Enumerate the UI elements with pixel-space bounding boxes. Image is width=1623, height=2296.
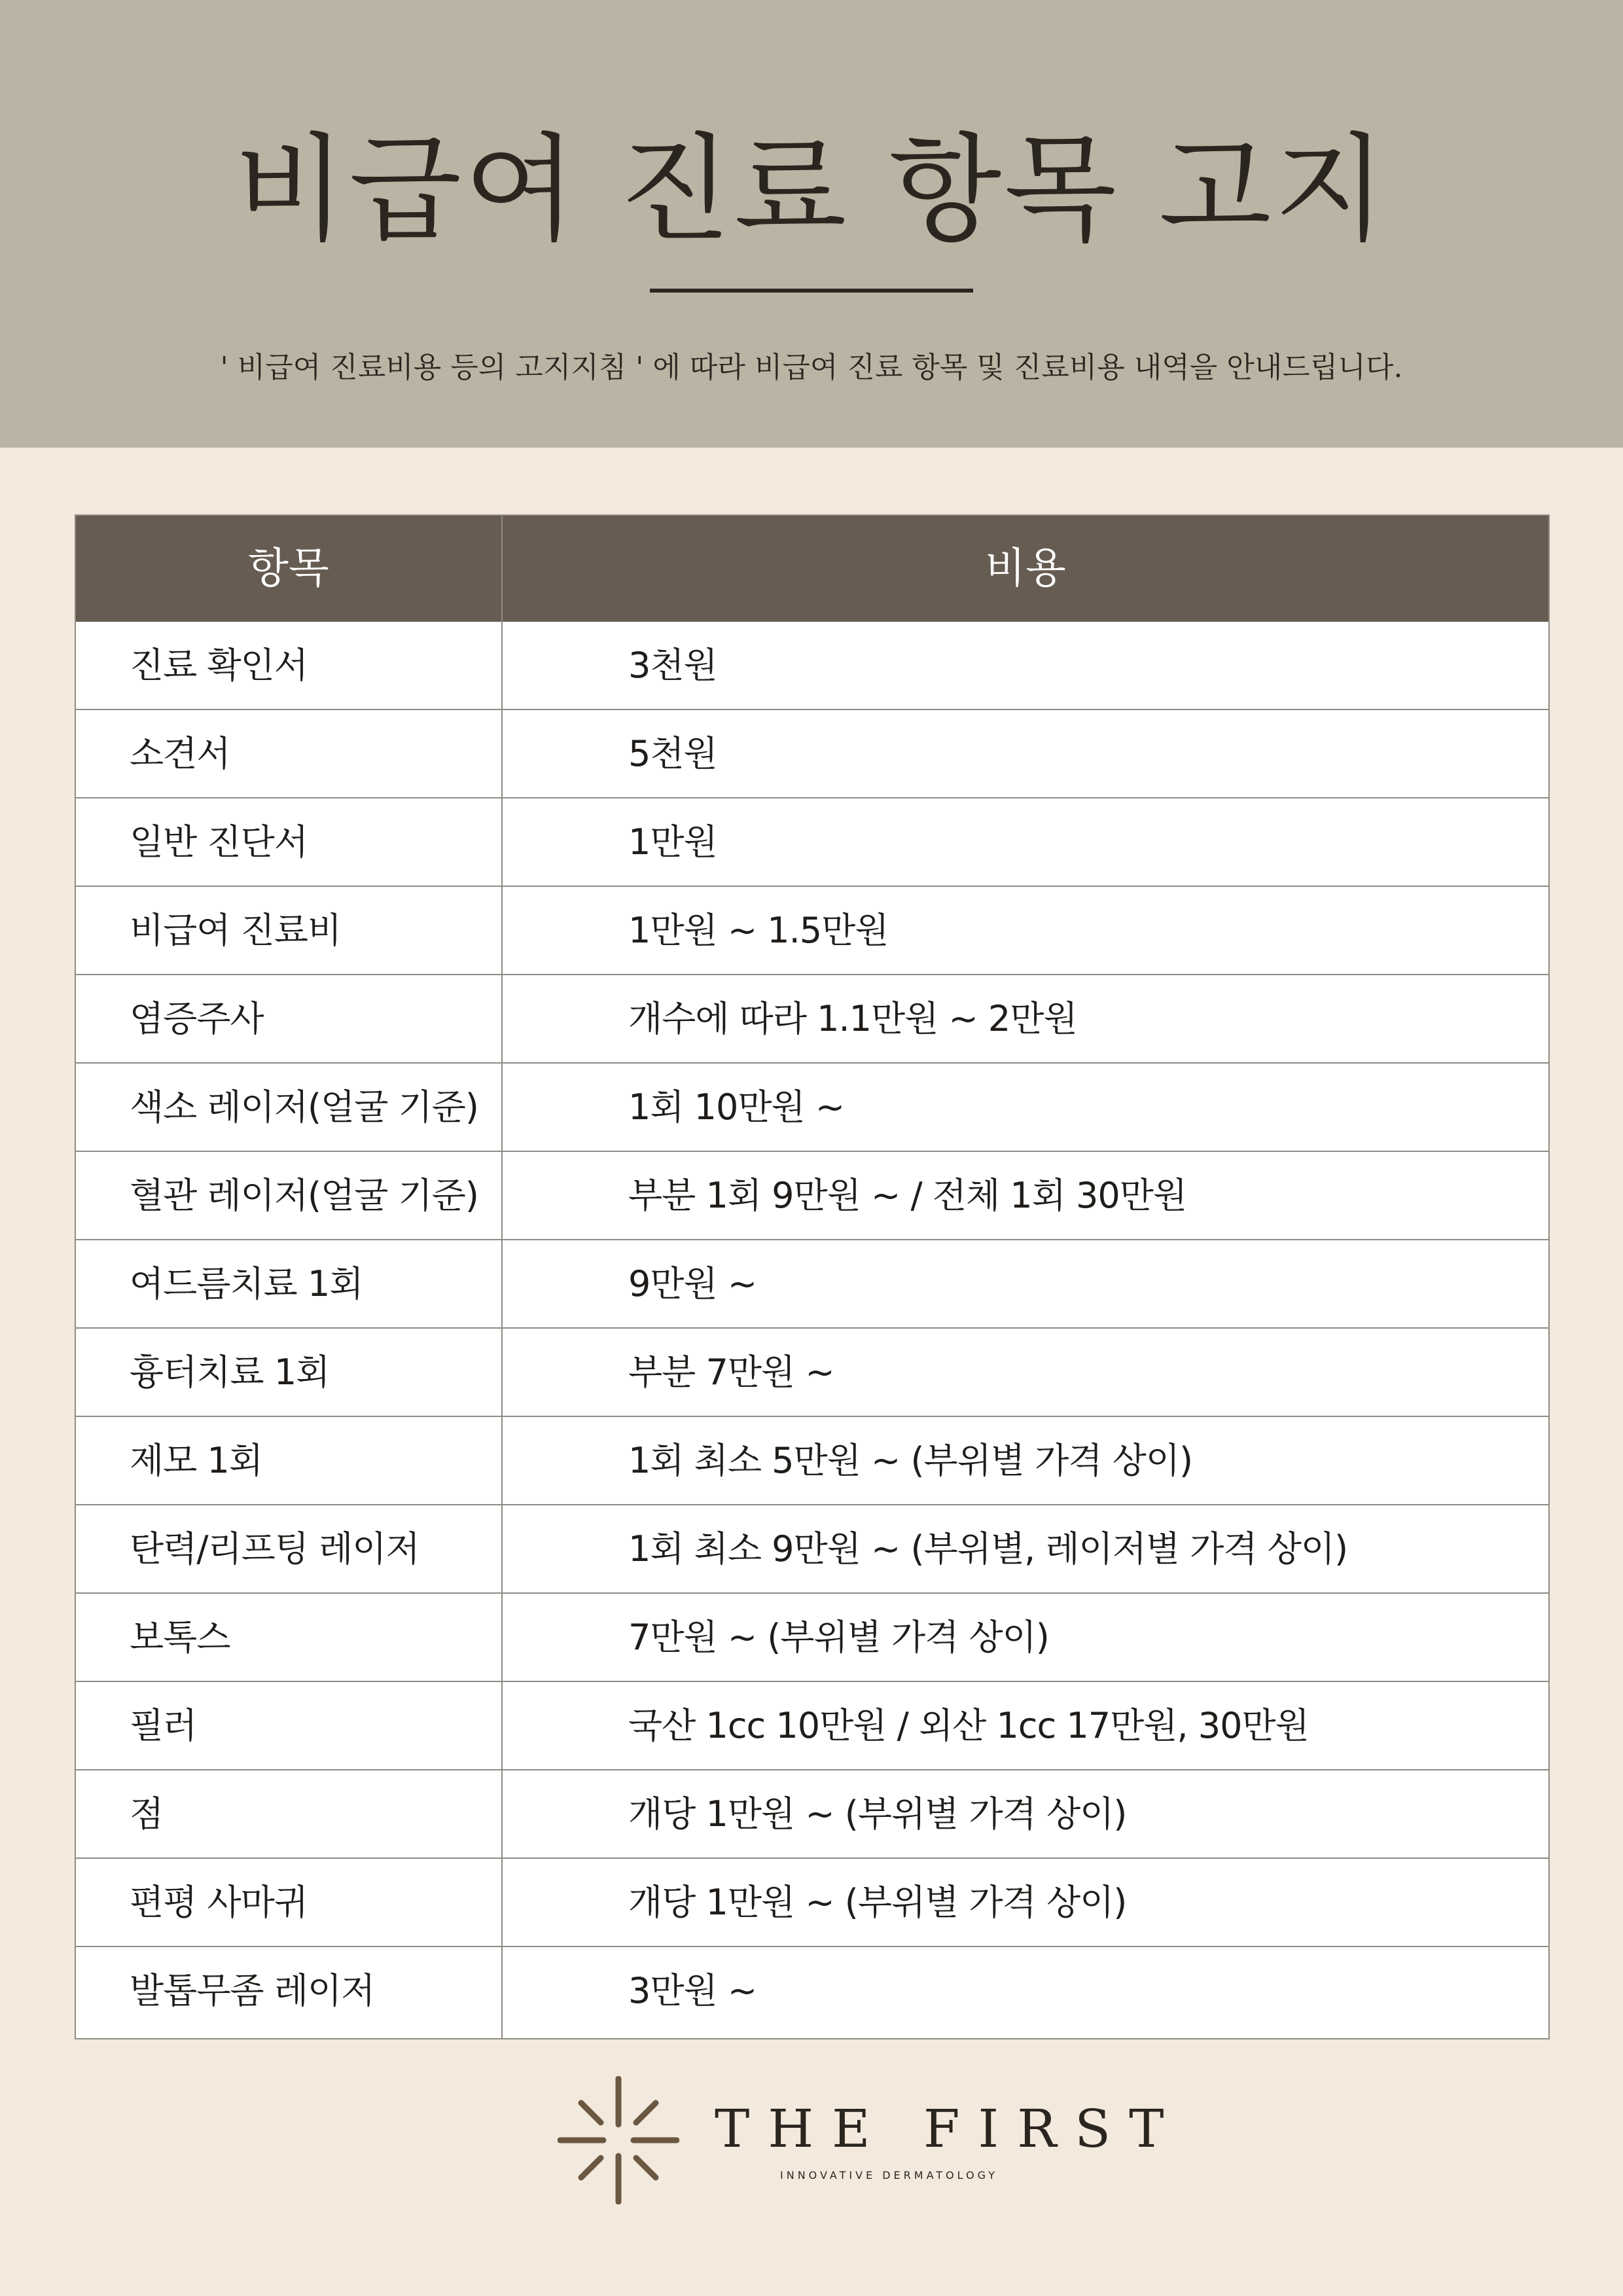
item-cell: 진료 확인서	[130, 645, 308, 686]
sparkle-icon	[558, 2076, 679, 2204]
item-cell: 점	[130, 1793, 164, 1835]
item-cell: 여드름치료 1회	[130, 1263, 363, 1304]
column-header-item: 항목	[248, 545, 329, 593]
table-header	[76, 516, 1548, 622]
table-row	[76, 1770, 1548, 1859]
column-header-cost: 비용	[985, 545, 1066, 593]
item-cell: 발톱무좀 레이저	[130, 1970, 375, 2011]
item-cell: 편평 사마귀	[130, 1882, 308, 1923]
item-cell: 혈관 레이저(얼굴 기준)	[130, 1175, 478, 1216]
cost-cell: 5천원	[628, 733, 717, 774]
header-banner	[0, 0, 1623, 448]
table-row	[76, 1594, 1548, 1682]
page-title: 비급여 진료 항목 고지	[234, 122, 1389, 257]
cost-cell: 1회 최소 9만원 ~ (부위별, 레이저별 가격 상이)	[628, 1528, 1348, 1570]
item-cell: 일반 진단서	[130, 821, 308, 863]
table-row	[76, 1505, 1548, 1594]
table-row	[76, 1859, 1548, 1947]
item-cell: 보톡스	[130, 1617, 230, 1658]
logo-tagline: INNOVATIVE DERMATOLOGY	[780, 2169, 998, 2181]
clinic-logo	[558, 2076, 1183, 2207]
table-row	[76, 710, 1548, 798]
table-row	[76, 1417, 1548, 1505]
cost-cell: 9만원 ~	[628, 1263, 757, 1304]
item-cell: 필러	[130, 1705, 197, 1746]
table-row	[76, 1240, 1548, 1329]
table-row	[76, 1682, 1548, 1770]
table-row	[76, 1152, 1548, 1240]
table-row	[76, 887, 1548, 975]
cost-cell: 7만원 ~ (부위별 가격 상이)	[628, 1617, 1049, 1658]
table-body	[76, 622, 1548, 2036]
item-cell: 염증주사	[130, 998, 264, 1039]
item-cell: 탄력/리프팅 레이저	[130, 1528, 419, 1570]
price-table	[75, 514, 1550, 2039]
item-cell: 제모 1회	[130, 1440, 263, 1481]
cost-cell: 개수에 따라 1.1만원 ~ 2만원	[628, 998, 1077, 1039]
cost-cell: 개당 1만원 ~ (부위별 가격 상이)	[628, 1793, 1127, 1835]
item-cell: 색소 레이저(얼굴 기준)	[130, 1086, 478, 1128]
table-row	[76, 798, 1548, 887]
cost-cell: 1회 10만원 ~	[628, 1086, 845, 1128]
cost-cell: 1만원	[628, 821, 717, 863]
cost-cell: 1만원 ~ 1.5만원	[628, 910, 889, 951]
table-row	[76, 1947, 1548, 2036]
table-row	[76, 1064, 1548, 1152]
cost-cell: 부분 7만원 ~	[628, 1352, 834, 1393]
cost-cell: 3만원 ~	[628, 1970, 757, 2011]
page-subtitle: ' 비급여 진료비용 등의 고지지침 ' 에 따라 비급여 진료 항목 및 진료비용 내역을 안내드립니다.	[220, 351, 1403, 384]
table-row	[76, 1329, 1548, 1417]
item-cell: 흉터치료 1회	[130, 1352, 330, 1393]
cost-cell: 1회 최소 5만원 ~ (부위별 가격 상이)	[628, 1440, 1193, 1481]
table-row	[76, 975, 1548, 1064]
cost-cell: 국산 1cc 10만원 / 외산 1cc 17만원, 30만원	[628, 1705, 1309, 1746]
title-underline	[650, 289, 973, 293]
cost-cell: 개당 1만원 ~ (부위별 가격 상이)	[628, 1882, 1127, 1923]
table-row	[76, 622, 1548, 710]
cost-cell: 부분 1회 9만원 ~ / 전체 1회 30만원	[628, 1175, 1187, 1216]
cost-cell: 3천원	[628, 645, 717, 686]
item-cell: 비급여 진료비	[130, 910, 342, 951]
item-cell: 소견서	[130, 733, 230, 774]
logo-name: THE FIRST	[715, 2098, 1183, 2159]
